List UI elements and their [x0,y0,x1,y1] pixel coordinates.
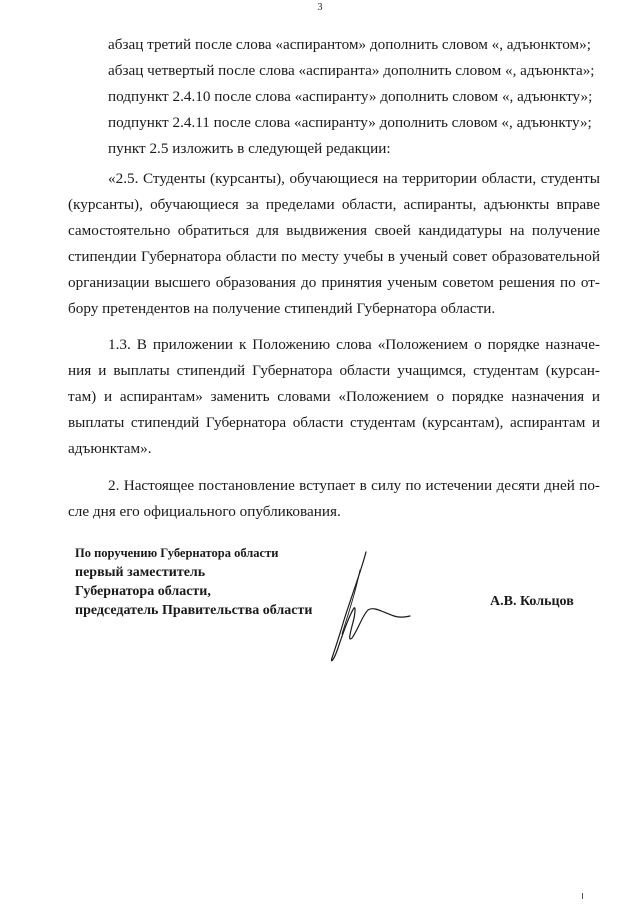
text-line: «2.5. Студенты (курсанты), обучающиеся на территории области, студенты [108,170,600,187]
text-line: сле дня его официального опубликования. [68,503,341,520]
text-line: бору претендентов на получение стипендий Губернатора области. [68,300,496,317]
text-line: самостоятельно обратиться для выдвижения своей кандидатуры на получение [68,222,600,239]
text-line: абзац четвертый после слова «аспиранта» дополнить словом «, адъюнкта»; [108,62,595,79]
signer-name: А.В. Кольцов [490,594,574,609]
signature-mandate: По поручению Губернатора области [75,546,279,560]
page-edge-mark [582,893,583,899]
text-line: подпункт 2.4.10 после слова «аспиранту» дополнить словом «, адъюнкту»; [108,88,593,105]
text-line: (курсанты), обучающиеся за пределами области, аспиранты, адъюнкты вправе [68,196,600,213]
text-line: организации высшего образования до принятия ученым советом решения по от- [68,274,600,291]
handwritten-signature [322,550,412,665]
signature-position: Губернатора области, [75,584,211,599]
text-line: подпункт 2.4.11 после слова «аспиранту» дополнить словом «, адъюнкту»; [108,114,592,131]
text-line: ния и выплаты стипендий Губернатора области учащимся, студентам (курсан- [68,362,600,379]
signature-block [75,544,312,620]
text-line: абзац третий после слова «аспирантом» дополнить словом «, адъюнктом»; [108,36,591,53]
signature-position: первый заместитель [75,565,206,580]
text-line: 1.3. В приложении к Положению слова «Положением о порядке назначе- [108,336,600,353]
document-body [68,32,600,525]
signature-position: председатель Правительства области [75,603,313,618]
text-line: выплаты стипендий Губернатора области студентам (курсантам), аспирантам и [68,414,600,431]
page-number: 3 [317,2,323,13]
text-line: стипендии Губернатора области по месту учебы в ученый совет образовательной [68,248,600,265]
text-line: 2. Настоящее постановление вступает в силу по истечении десяти дней по- [108,477,600,494]
text-line: пункт 2.5 изложить в следующей редакции: [108,140,391,157]
text-line: там) и аспирантам» заменить словами «Положением о порядке назначения и [68,388,600,405]
text-line: адъюнктам». [68,440,152,457]
